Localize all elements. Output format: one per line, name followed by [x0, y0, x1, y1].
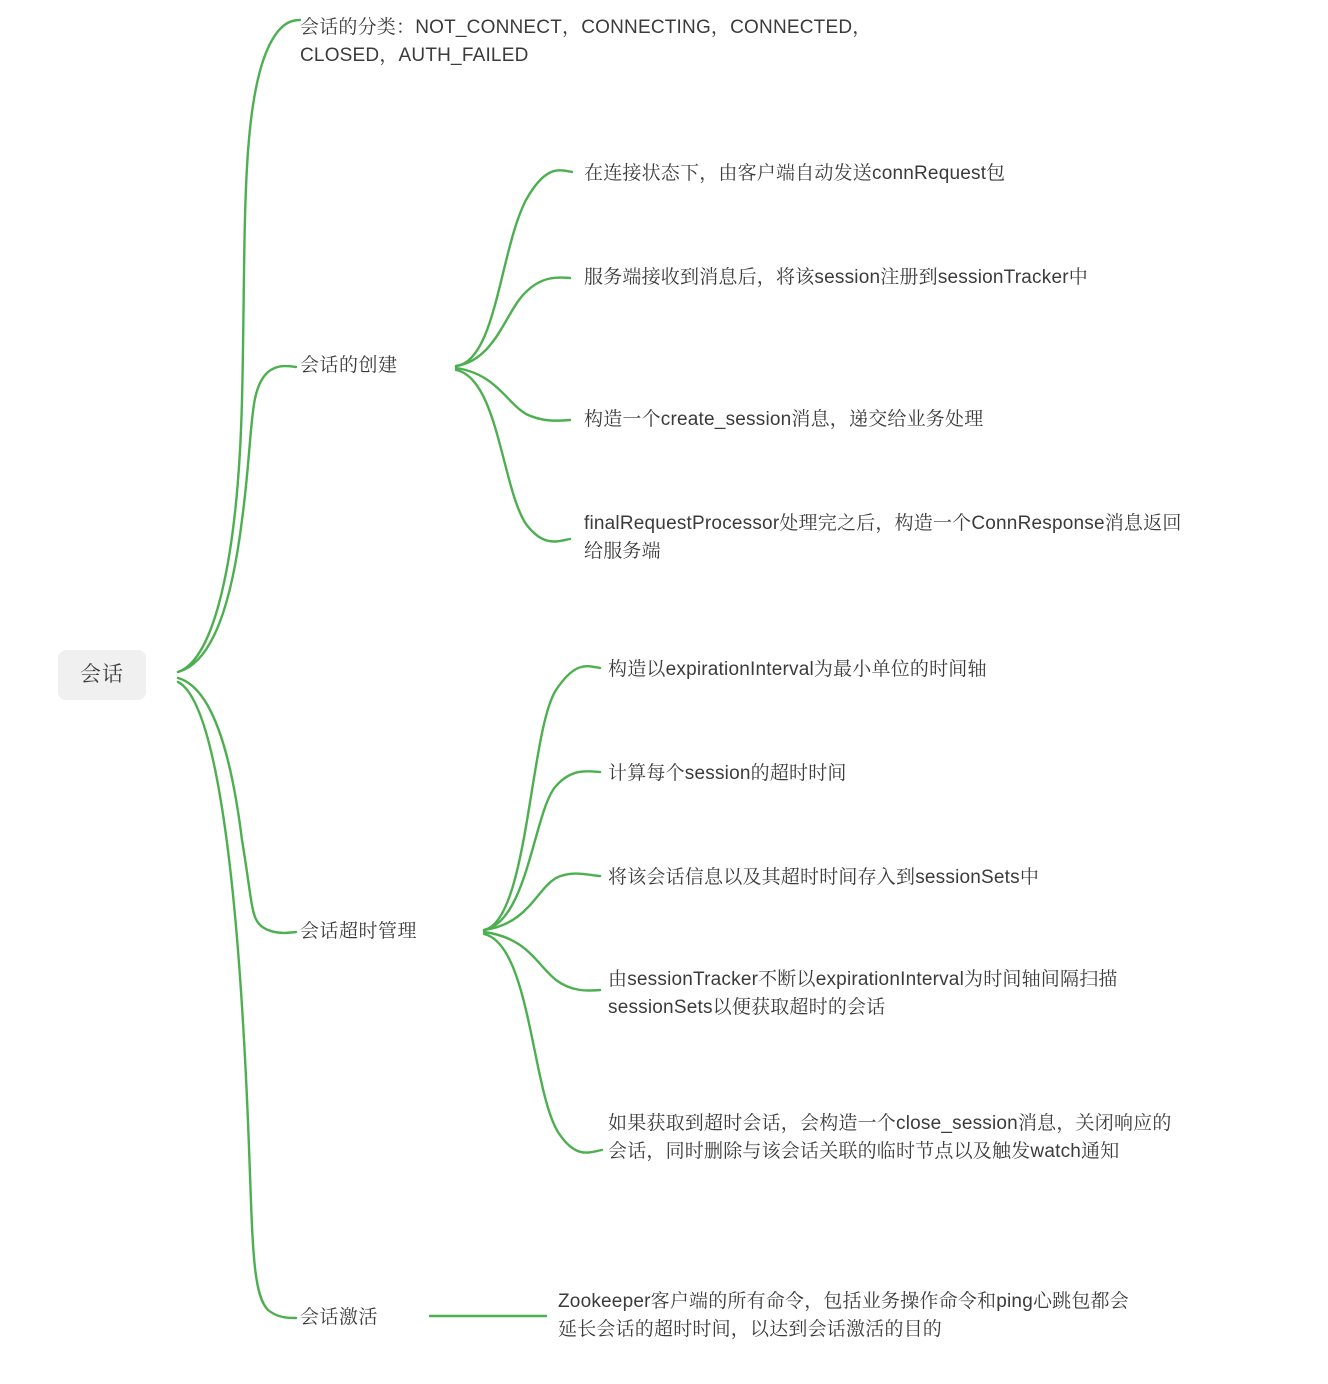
leaf-node-activate-1[interactable]: Zookeeper客户端的所有命令，包括业务操作命令和ping心跳包都会延长会话的超时时间，以达到会话激活的目的	[558, 1291, 1129, 1340]
edge-timeout-leaf-3	[484, 874, 600, 930]
edge-create-leaf-3	[456, 368, 570, 421]
leaf-node-timeout-2[interactable]: 计算每个session的超时时间	[608, 763, 847, 784]
edge-root-to-classification	[178, 20, 300, 672]
leaf-node-create-3[interactable]: 构造一个create_session消息，递交给业务处理	[584, 409, 984, 430]
leaf-node-create-1[interactable]: 在连接状态下，由客户端自动发送connRequest包	[584, 163, 1006, 184]
leaf-node-timeout-5[interactable]: 如果获取到超时会话，会构造一个close_session消息，关闭响应的会话，同时删除与该会话关联的临时节点以及触发watch通知	[608, 1113, 1172, 1162]
edge-timeout-leaf-2	[484, 771, 600, 930]
edge-create-leaf-4	[456, 370, 570, 542]
edge-root-to-create	[178, 366, 296, 672]
edge-timeout-leaf-5	[484, 934, 602, 1153]
edge-timeout-leaf-4	[484, 932, 600, 991]
edge-root-to-timeout	[178, 678, 296, 933]
branch-node-classification[interactable]: 会话的分类：NOT_CONNECT，CONNECTING，CONNECTED，CLOSED，AUTH_FAILED	[300, 17, 872, 66]
edge-root-to-activate	[178, 682, 296, 1318]
leaf-node-create-2[interactable]: 服务端接收到消息后，将该session注册到sessionTracker中	[584, 267, 1088, 288]
branch-node-activate[interactable]: 会话激活	[300, 1307, 379, 1328]
root-node[interactable]: 会话	[58, 650, 146, 700]
branch-node-create[interactable]: 会话的创建	[300, 355, 398, 376]
leaf-node-timeout-3[interactable]: 将该会话信息以及其超时时间存入到sessionSets中	[608, 867, 1040, 888]
leaf-node-timeout-1[interactable]: 构造以expirationInterval为最小单位的时间轴	[608, 659, 987, 680]
leaf-node-timeout-4[interactable]: 由sessionTracker不断以expirationInterval为时间轴间隔扫描sessionSets以便获取超时的会话	[608, 969, 1118, 1018]
leaf-node-create-4[interactable]: finalRequestProcessor处理完之后，构造一个ConnResponse消息返回给服务端	[584, 513, 1182, 562]
edge-create-leaf-2	[456, 278, 570, 366]
branch-node-timeout[interactable]: 会话超时管理	[300, 921, 418, 942]
edge-create-leaf-1	[456, 170, 572, 366]
edge-timeout-leaf-1	[484, 666, 600, 930]
